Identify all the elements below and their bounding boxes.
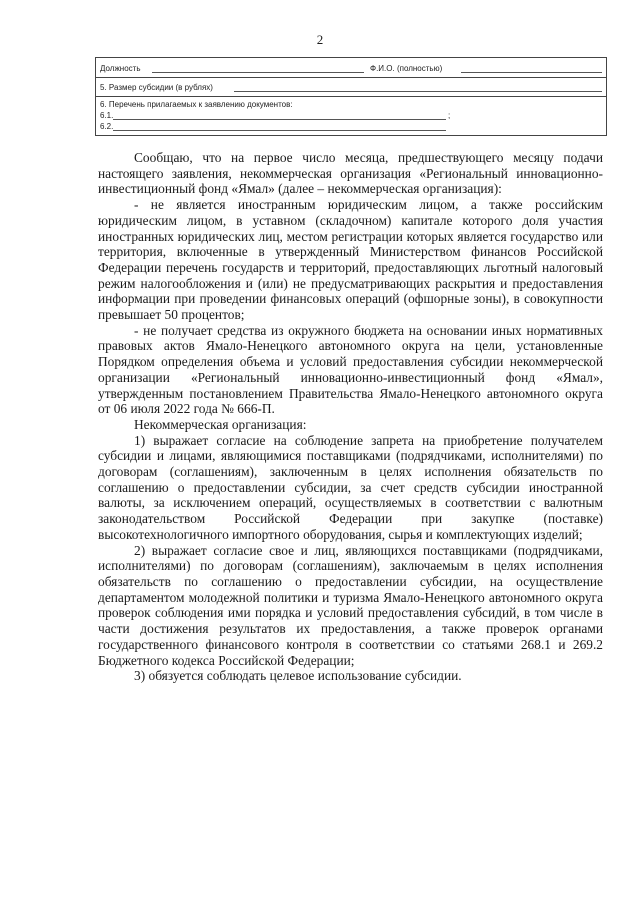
position-field-line <box>152 72 364 73</box>
subsidy-amount-label: 5. Размер субсидии (в рублях) <box>100 83 213 92</box>
fio-field-line <box>461 72 602 73</box>
statement-body <box>98 150 603 684</box>
page-number: 2 <box>316 32 324 47</box>
application-form-table <box>95 57 607 136</box>
document-item-1-end: ; <box>448 111 451 120</box>
form-row-position <box>95 57 607 77</box>
document-item-1-label: 6.1. <box>100 111 114 120</box>
form-row-documents <box>95 96 607 136</box>
condition-no-budget-funds: - не получает средства из окружного бюджета на основании иных нормативных правовых актов Ямало-Ненецкого автономного округа на цели, установленные Порядком определения объема и условий предоставления субсидии некоммерческой организации «Региональный инновационно-инвестиционный фонд «Ямал», утвержденным постановлением Правительства Ямало-Ненецкого автономного округа от 06 июля 2022 года № 666-П. <box>98 322 603 417</box>
obligation-target-use: 3) обязуется соблюдать целевое использование субсидии. <box>134 668 462 684</box>
organization-heading: Некоммерческая организация: <box>134 416 307 432</box>
consent-currency-ban: 1) выражает согласие на соблюдение запрета на приобретение получателем субсидии и лицами, являющимися поставщиками (подрядчиками, исполнителями) по договорам (соглашениям), заключенным в целях исполнения обязательств по соглашению о предоставлении субсидии, за счет средств субсидии иностранной валюты, за исключением операций, осуществляемых в соответствии с валютным законодательством Российской Федерации при закупке (поставке) высокотехнологичного импортного оборудования, сырья и комплектующих изделий; <box>98 432 603 542</box>
document-item-2-label: 6.2. <box>100 122 114 131</box>
document-item-1-line <box>113 119 446 120</box>
consent-inspections: 2) выражает согласие свое и лиц, являющихся поставщиками (подрядчиками, исполнителями) по договорам (соглашениям), заключаемым в целях исполнения обязательств по соглашению о предоставлении субсидии, на осуществление департаментом молодежной политики и туризма Ямало-Ненецкого автономного округа проверок соблюдения ими порядка и условий предоставления субсидий, в том числе в части достижения результатов их предоставления, а также проверок органами государственного финансового контроля в соответствии со статьями 268.1 и 269.2 Бюджетного кодекса Российской Федерации; <box>98 542 603 668</box>
form-row-subsidy <box>95 77 607 96</box>
condition-foreign-entity: - не является иностранным юридическим лицом, а также российским юридическим лицом, в уставном (складочном) капитале которого доля участия иностранных юридических лиц, местом регистрации которых является государство или территория, включенные в утвержденный Министерством финансов Российской Федерации перечень государств и территорий, предоставляющих льготный налоговый режим налогообложения и (или) не предусматривающих раскрытия и предоставления информации при проведении финансовых операций (офшорные зоны), в совокупности превышает 50 процентов; <box>98 197 603 323</box>
subsidy-amount-field-line <box>234 91 602 92</box>
position-label: Должность <box>100 64 141 73</box>
intro-paragraph: Сообщаю, что на первое число месяца, предшествующего месяцу подачи настоящего заявления, некоммерческая организация «Региональный инновационно-инвестиционный фонд «Ямал» (далее – некоммерческая организация): <box>98 150 603 197</box>
document-item-2-line <box>113 130 446 131</box>
documents-list-label: 6. Перечень прилагаемых к заявлению документов: <box>100 100 293 109</box>
fio-label: Ф.И.О. (полностью) <box>370 64 443 73</box>
